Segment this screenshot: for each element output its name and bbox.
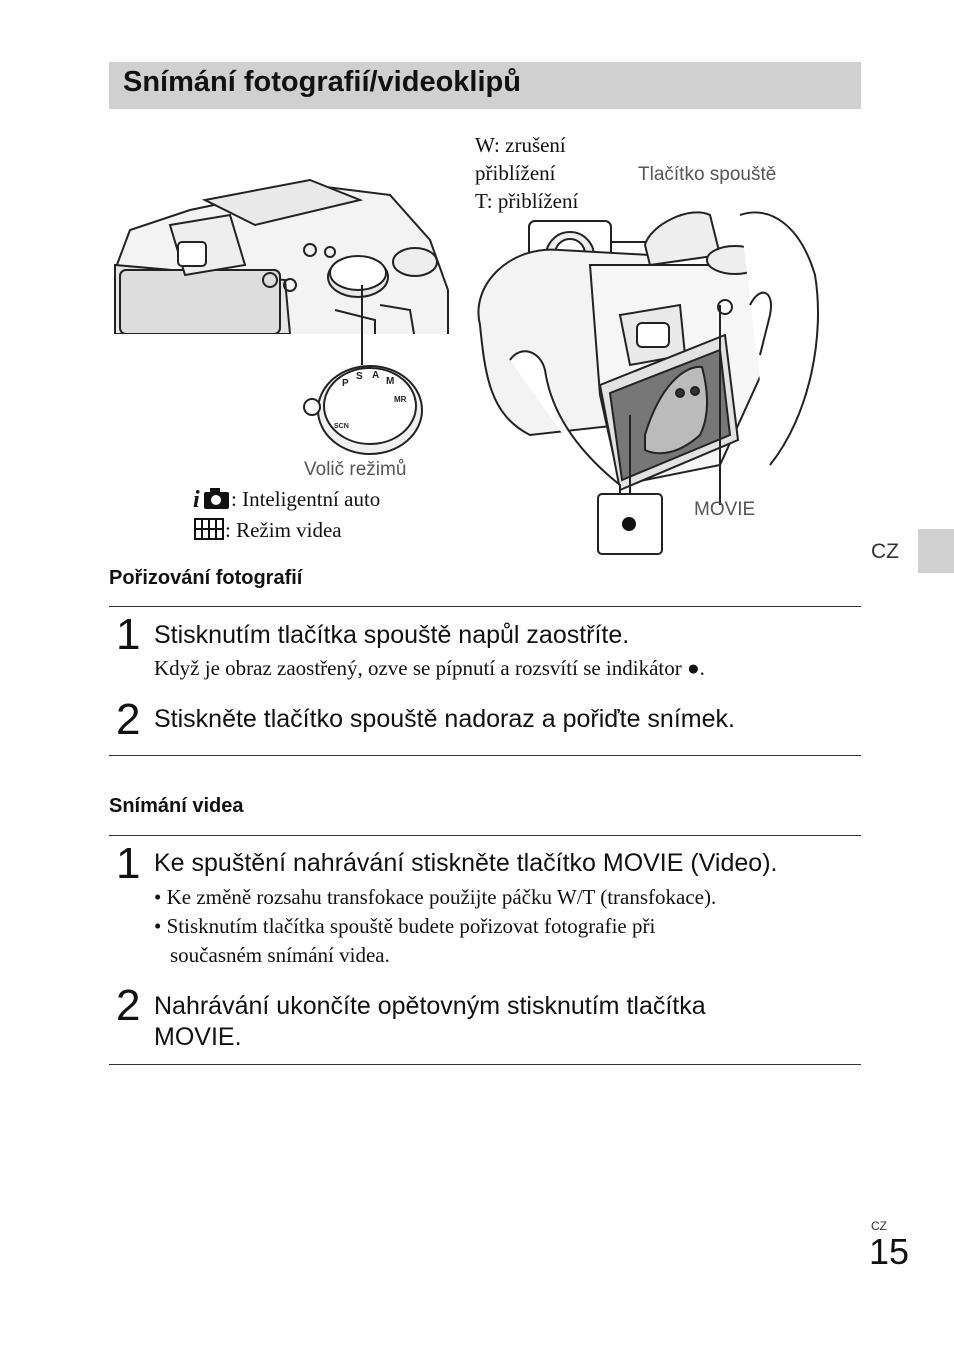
video-step-2-text-line-2: MOVIE. [154, 1023, 242, 1051]
side-language-code: CZ [871, 540, 899, 563]
movie-mode-text: : Režim videa [225, 518, 342, 542]
legend-movie-mode [193, 516, 342, 544]
dial-leader-line [360, 285, 364, 365]
movie-label: MOVIE [694, 499, 756, 520]
photos-bottom-rule [109, 755, 861, 756]
dial-letter-a: A [372, 370, 380, 381]
page-title: Snímání fotografií/videoklipů [123, 66, 521, 98]
photos-heading: Pořizování fotografií [109, 567, 303, 589]
photo-step-2-number: 2 [116, 695, 141, 744]
video-step-2-number: 2 [116, 981, 141, 1030]
dial-letter-p: P [342, 378, 349, 389]
video-step-1-number: 1 [116, 839, 141, 888]
footer-language-code: CZ [871, 1219, 887, 1233]
camera-hands-illustration [470, 195, 830, 515]
video-step-2-text-line-1: Nahrávání ukončíte opětovným stisknutím tlačítka [154, 992, 706, 1020]
camera-top-illustration [110, 170, 455, 340]
video-top-rule [109, 835, 861, 836]
svg-text:i: i [193, 487, 200, 513]
intelligent-auto-text: : Inteligentní auto [231, 487, 381, 511]
mode-dial-icon [300, 362, 430, 457]
photo-step-1-note: Když je obraz zaostřený, ozve se pípnutí a rozsvítí se indikátor ●. [154, 656, 705, 680]
page-number: 15 [869, 1231, 910, 1272]
zoom-callout-line-3: T: přiblížení [475, 189, 579, 213]
side-language-tab [918, 529, 954, 573]
photo-step-1-number: 1 [116, 610, 141, 659]
intelligent-auto-icon [193, 486, 231, 513]
video-step-1-bullet-2-cont: současném snímání videa. [170, 943, 390, 967]
zoom-callout-line-1: W: zrušení [475, 133, 566, 157]
video-step-1-bullet-2: • Stisknutím tlačítka spouště budete pořizovat fotografie při [154, 914, 656, 938]
movie-mode-icon [193, 517, 225, 541]
photo-step-2-text: Stiskněte tlačítko spouště nadoraz a pořiďte snímek. [154, 705, 735, 733]
video-bottom-rule [109, 1064, 861, 1065]
photo-step-1-text: Stisknutím tlačítka spouště napůl zaostříte. [154, 621, 630, 649]
dial-letter-m: M [386, 376, 395, 387]
video-heading: Snímání videa [109, 795, 244, 817]
photos-top-rule [109, 606, 861, 607]
dial-letter-s: S [356, 371, 363, 382]
legend-intelligent-auto [193, 485, 380, 513]
dial-letter-scn: SCN [334, 423, 349, 430]
video-step-1-text: Ke spuštění nahrávání stiskněte tlačítko MOVIE (Video). [154, 849, 778, 877]
movie-button-inset [597, 493, 663, 555]
video-step-1-bullet-1: • Ke změně rozsahu transfokace použijte páčku W/T (transfokace). [154, 885, 717, 909]
zoom-callout-line-2: přiblížení [475, 161, 556, 185]
mode-dial-label: Volič režimů [304, 459, 407, 480]
shutter-label: Tlačítko spouště [638, 164, 777, 185]
dial-letter-mr: MR [394, 395, 407, 404]
